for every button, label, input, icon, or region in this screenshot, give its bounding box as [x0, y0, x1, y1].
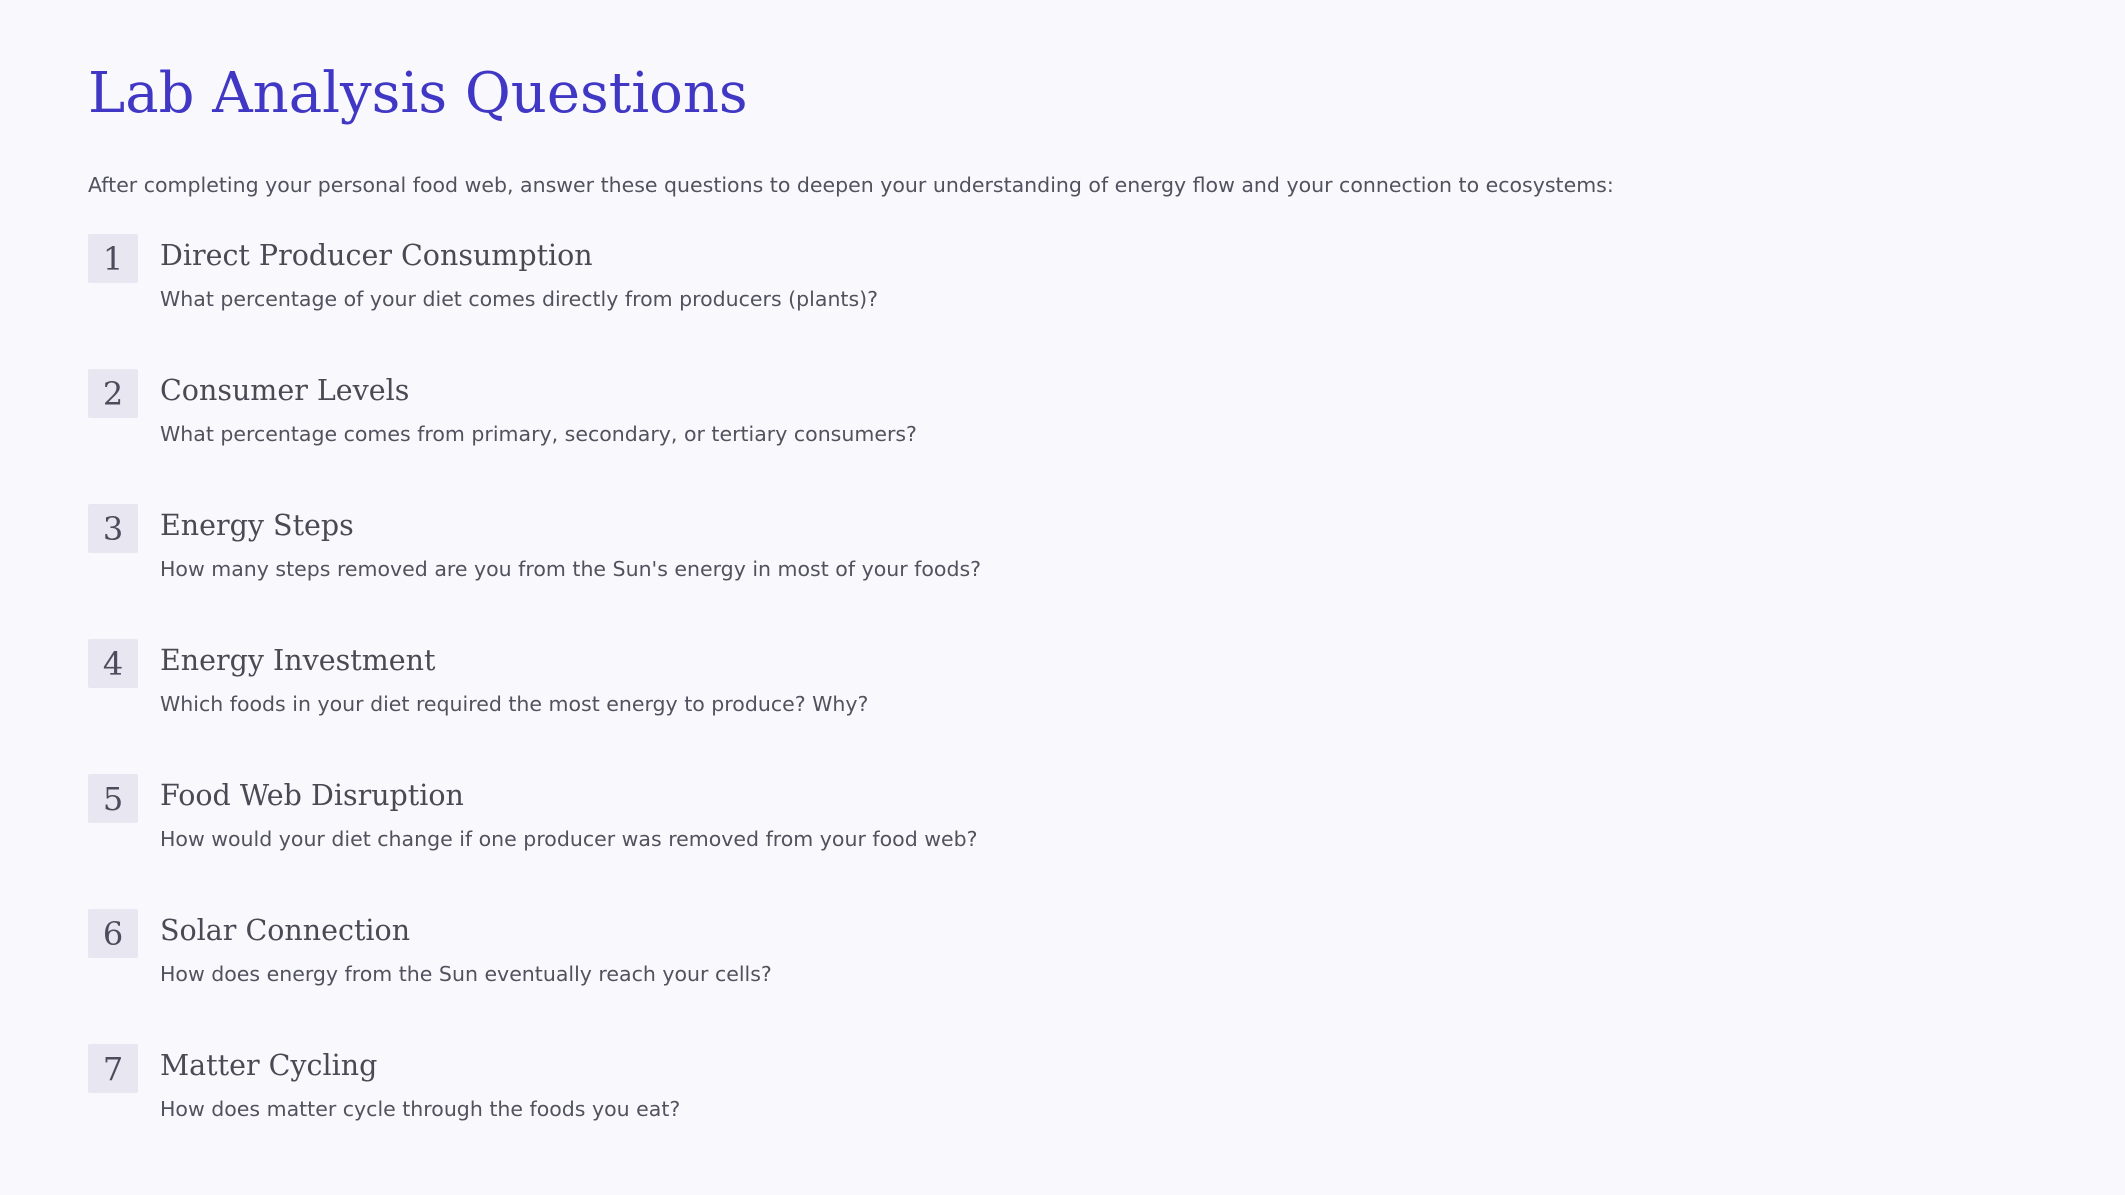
question-text: How would your diet change if one producer was removed from your food web?	[160, 827, 978, 851]
question-text: What percentage of your diet comes directly from producers (plants)?	[160, 287, 879, 311]
page-title: Lab Analysis Questions	[88, 61, 748, 126]
question-number: 2	[88, 369, 138, 418]
question-number: 4	[88, 639, 138, 688]
question-number: 3	[88, 504, 138, 553]
page-content	[88, 54, 2068, 1121]
question-text: What percentage comes from primary, secondary, or tertiary consumers?	[160, 422, 917, 446]
question-title: Solar Connection	[160, 914, 411, 947]
question-text: How many steps removed are you from the Sun's energy in most of your foods?	[160, 557, 982, 581]
question-number: 6	[88, 909, 138, 958]
intro-text: After completing your personal food web, answer these questions to deepen your understanding of energy flow and your connection to ecosystems:	[88, 173, 1614, 197]
question-title: Consumer Levels	[160, 374, 410, 407]
question-text: How does matter cycle through the foods you eat?	[160, 1097, 681, 1121]
question-text: How does energy from the Sun eventually reach your cells?	[160, 962, 772, 986]
question-title: Food Web Disruption	[160, 779, 464, 812]
question-title: Matter Cycling	[160, 1049, 378, 1082]
question-title: Energy Steps	[160, 509, 354, 542]
question-title: Energy Investment	[160, 644, 436, 677]
question-title: Direct Producer Consumption	[160, 239, 593, 272]
question-text: Which foods in your diet required the most energy to produce? Why?	[160, 692, 869, 716]
question-number: 5	[88, 774, 138, 823]
question-number: 7	[88, 1044, 138, 1093]
question-number: 1	[88, 234, 138, 283]
